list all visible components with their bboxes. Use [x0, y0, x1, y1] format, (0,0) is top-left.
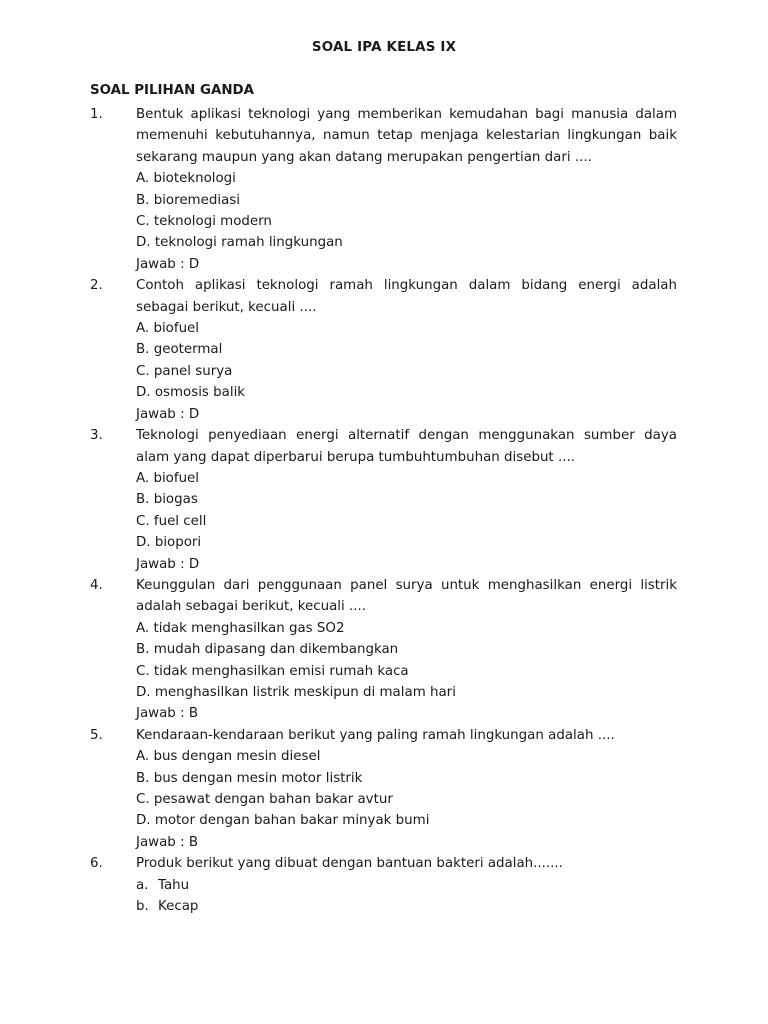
- question-number: 6.: [90, 856, 103, 872]
- question-text: Kendaraan-kendaraan berikut yang paling ramah lingkungan adalah ....: [136, 727, 615, 743]
- option-b: B. mudah dipasang dan dikembangkan: [136, 642, 399, 658]
- option-b: B. geotermal: [136, 342, 223, 358]
- option-a: A. biofuel: [136, 321, 200, 337]
- question-number: 5.: [90, 727, 103, 743]
- option-label: Kecap: [158, 899, 199, 915]
- option-label: Tahu: [158, 877, 190, 893]
- question-1: [0, 104, 768, 275]
- option-a: A. biofuel: [136, 470, 200, 486]
- option-c: C. tidak menghasilkan emisi rumah kaca: [136, 663, 409, 679]
- answer-key: Jawab : B: [136, 706, 199, 722]
- question-text: Produk berikut yang dibuat dengan bantuan bakteri adalah.......: [136, 856, 563, 872]
- answer-key: Jawab : D: [136, 556, 200, 572]
- answer-key: Jawab : D: [136, 256, 200, 272]
- option-b: B. bioremediasi: [136, 192, 240, 208]
- option-d: D. motor dengan bahan bakar minyak bumi: [136, 813, 430, 829]
- option-a: [0, 875, 768, 896]
- option-b: B. biogas: [136, 492, 198, 508]
- question-text: Keunggulan dari penggunaan panel surya untuk menghasilkan energi listrik adalah sebagai berikut, kecuali ....: [136, 577, 677, 615]
- question-3: [0, 425, 768, 575]
- question-4: [0, 575, 768, 725]
- question-number: 3.: [90, 428, 103, 444]
- option-a: A. tidak menghasilkan gas SO2: [136, 620, 345, 636]
- option-a: A. bioteknologi: [136, 171, 236, 187]
- option-b: [0, 896, 768, 917]
- question-6: [0, 853, 768, 917]
- question-text: Contoh aplikasi teknologi ramah lingkungan dalam bidang energi adalah sebagai berikut, kecuali ....: [136, 278, 677, 315]
- option-d: D. biopori: [136, 535, 202, 551]
- question-2: [0, 275, 768, 425]
- option-d: D. osmosis balik: [136, 385, 246, 401]
- document-title: SOAL IPA KELAS IX: [311, 40, 457, 55]
- option-b: B. bus dengan mesin motor listrik: [136, 770, 363, 786]
- option-letter: a.: [136, 877, 149, 893]
- option-c: C. panel surya: [136, 363, 233, 379]
- option-d: D. teknologi ramah lingkungan: [136, 235, 343, 251]
- question-text: Teknologi penyediaan energi alternatif dengan menggunakan sumber daya alam yang dapat diperbarui berupa tumbuhtumbuhan disebut ....: [136, 428, 677, 465]
- question-text: Bentuk aplikasi teknologi yang memberikan kemudahan bagi manusia dalam memenuhi kebutuhannya, namun tetap menjaga kelestarian lingkungan baik sekarang maupun yang akan datang merupakan pengertian dari ....: [136, 107, 677, 165]
- question-list: [0, 104, 768, 917]
- option-letter: b.: [136, 899, 149, 915]
- section-title: SOAL PILIHAN GANDA: [90, 83, 255, 98]
- option-c: C. teknologi modern: [136, 214, 272, 230]
- option-a: A. bus dengan mesin diesel: [136, 749, 321, 765]
- answer-key: Jawab : B: [136, 834, 199, 850]
- option-c: C. pesawat dengan bahan bakar avtur: [136, 792, 393, 807]
- question-number: 2.: [90, 278, 103, 294]
- question-5: [0, 725, 768, 853]
- question-number: 1.: [90, 107, 103, 122]
- question-number: 4.: [90, 577, 103, 593]
- answer-key: Jawab : D: [136, 406, 200, 422]
- option-c: C. fuel cell: [136, 513, 207, 529]
- option-d: D. menghasilkan listrik meskipun di malam hari: [136, 684, 456, 700]
